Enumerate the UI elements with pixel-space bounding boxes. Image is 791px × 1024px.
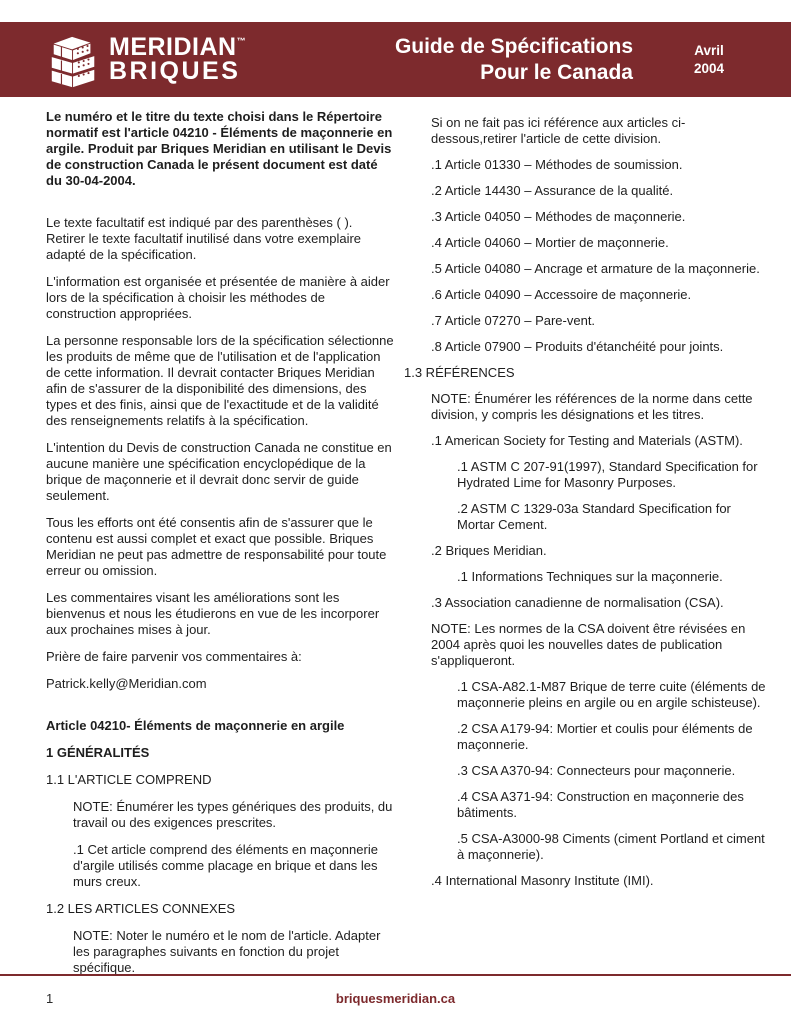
text-block: Tous les efforts ont été consentis afin de s'assurer que le contenu est aussi complet et exact que possible. Briques Meridian ne peut pas admettre de responsabilité pour toute erreur ou omission. [46,515,387,578]
text-block: Le texte facultatif est indiqué par des parenthèses ( ). Retirer le texte facultatif inutilisé dans votre exemplaire adapté de la spécification. [46,215,362,262]
text-block: .3 Association canadienne de normalisation (CSA). [431,595,724,610]
text-block: .1 ASTM C 207-91(1997), Standard Specification for Hydrated Lime for Masonry Purposes. [457,459,758,490]
logo-wordmark [109,32,247,85]
text-block: .3 CSA A370-94: Connecteurs pour maçonnerie. [457,763,736,778]
text-block: .1 Article 01330 – Méthodes de soumission. [431,157,683,172]
text-block: .1 American Society for Testing and Materials (ASTM). [431,433,743,448]
text-block: .1 Informations Techniques sur la maçonnerie. [457,569,723,584]
text-block: .3 Article 04050 – Méthodes de maçonnerie. [431,209,686,224]
text-block: .7 Article 07270 – Pare-vent. [431,313,596,328]
edition-date [657,42,761,77]
text-block: Prière de faire parvenir vos commentaires à: [46,649,302,664]
text-block: .2 Briques Meridian. [431,543,547,558]
trademark-symbol: ™ [236,35,247,46]
edition-month: Avril [694,42,724,58]
top-margin-strip [0,0,791,22]
document-title-line1: Guide de Spécifications [394,34,633,58]
text-block: Le numéro et le titre du texte choisi dans le Répertoire normatif est l'article 04210 - Éléments de maçonnerie en argile. Produit par Briques Meridian en utilisant le Devis de construction Canada le présent document est daté du 30-04-2004. [46,109,393,188]
text-block: L'intention du Devis de construction Canada ne constitue en aucune manière une spécification encyclopédique de la brique de maçonnerie et il devrait donc servir de guide seulement. [46,440,392,503]
right-column [404,109,771,974]
text-block: NOTE: Noter le numéro et le nom de l'article. Adapter les paragraphes suivants en fonction du projet spécifique. [73,928,381,974]
text-block: L'information est organisée et présentée de manière à aider lors de la spécification à choisir les méthodes de construction appropriées. [46,274,390,321]
page-header-band [0,22,791,97]
text-block: NOTE: Énumérer les références de la norme dans cette division, y compris les désignations et les titres. [431,391,753,422]
edition-year: 2004 [693,60,725,76]
page-footer [0,976,791,1024]
text-block: Patrick.kelly@Meridian.com [46,676,207,691]
text-block: .5 Article 04080 – Ancrage et armature de la maçonnerie. [431,261,760,276]
bricks-logo-icon [46,33,102,89]
text-block: .1 CSA-A82.1-M87 Brique de terre cuite (éléments de maçonnerie pleins en argile ou en argile schisteuse). [457,679,766,710]
text-block: 1.1 L'ARTICLE COMPREND [46,772,212,787]
logo-name-line2: BRIQUES [109,56,241,85]
text-block: 1.3 RÉFÉRENCES [404,365,515,380]
text-block: .5 CSA-A3000-98 Ciments (ciment Portland et ciment à maçonnerie). [457,831,765,862]
text-block: Si on ne fait pas ici référence aux articles ci-dessous,retirer l'article de cette division. [431,115,686,146]
text-block: .4 International Masonry Institute (IMI). [431,873,654,888]
page-number: 1 [46,991,54,1006]
text-block: 1 GÉNÉRALITÉS [46,745,150,760]
logo-name-line1: MERIDIAN [109,32,237,61]
text-block: .8 Article 07900 – Produits d'étanchéité pour joints. [431,339,724,354]
text-block: .1 Cet article comprend des éléments en maçonnerie d'argile utilisés comme placage en brique et dans les murs creux. [73,842,378,889]
document-body [0,97,791,974]
text-block: .2 ASTM C 1329-03a Standard Specification for Mortar Cement. [457,501,731,532]
text-block: Les commentaires visant les améliorations sont les bienvenus et nous les étudierons en vue de les incorporer aux prochaines mises à jour. [46,590,380,637]
document-title-line2: Pour le Canada [480,60,633,84]
text-block: NOTE: Énumérer les types génériques des produits, du travail ou des exigences prescrites. [73,799,393,830]
text-block: .2 Article 14430 – Assurance de la qualité. [431,183,674,198]
left-column [46,109,394,974]
document-title [395,34,633,85]
text-block: .6 Article 04090 – Accessoire de maçonnerie. [431,287,692,302]
text-block: Article 04210- Éléments de maçonnerie en argile [46,718,345,733]
meridian-briques-logo [46,31,246,89]
text-block: 1.2 LES ARTICLES CONNEXES [46,901,236,916]
text-block: NOTE: Les normes de la CSA doivent être révisées en 2004 après quoi les nouvelles dates de publication s'appliqueront. [431,621,746,668]
text-block: La personne responsable lors de la spécification sélectionne les produits de même que de l'utilisation et de l'application de cette information. Il devrait contacter Briques Meridian afin de s'assurer de la disponibilité des dimensions, des types et des finis, ainsi que de l'exactitude et de la validité des renseignements relatifs à la spécification. [46,333,394,428]
website-text: briquesmeridian.ca [335,991,456,1006]
text-block: .4 Article 04060 – Mortier de maçonnerie. [431,235,669,250]
text-block: .2 CSA A179-94: Mortier et coulis pour éléments de maçonnerie. [457,721,753,752]
text-block: .4 CSA A371-94: Construction en maçonnerie des bâtiments. [457,789,744,820]
